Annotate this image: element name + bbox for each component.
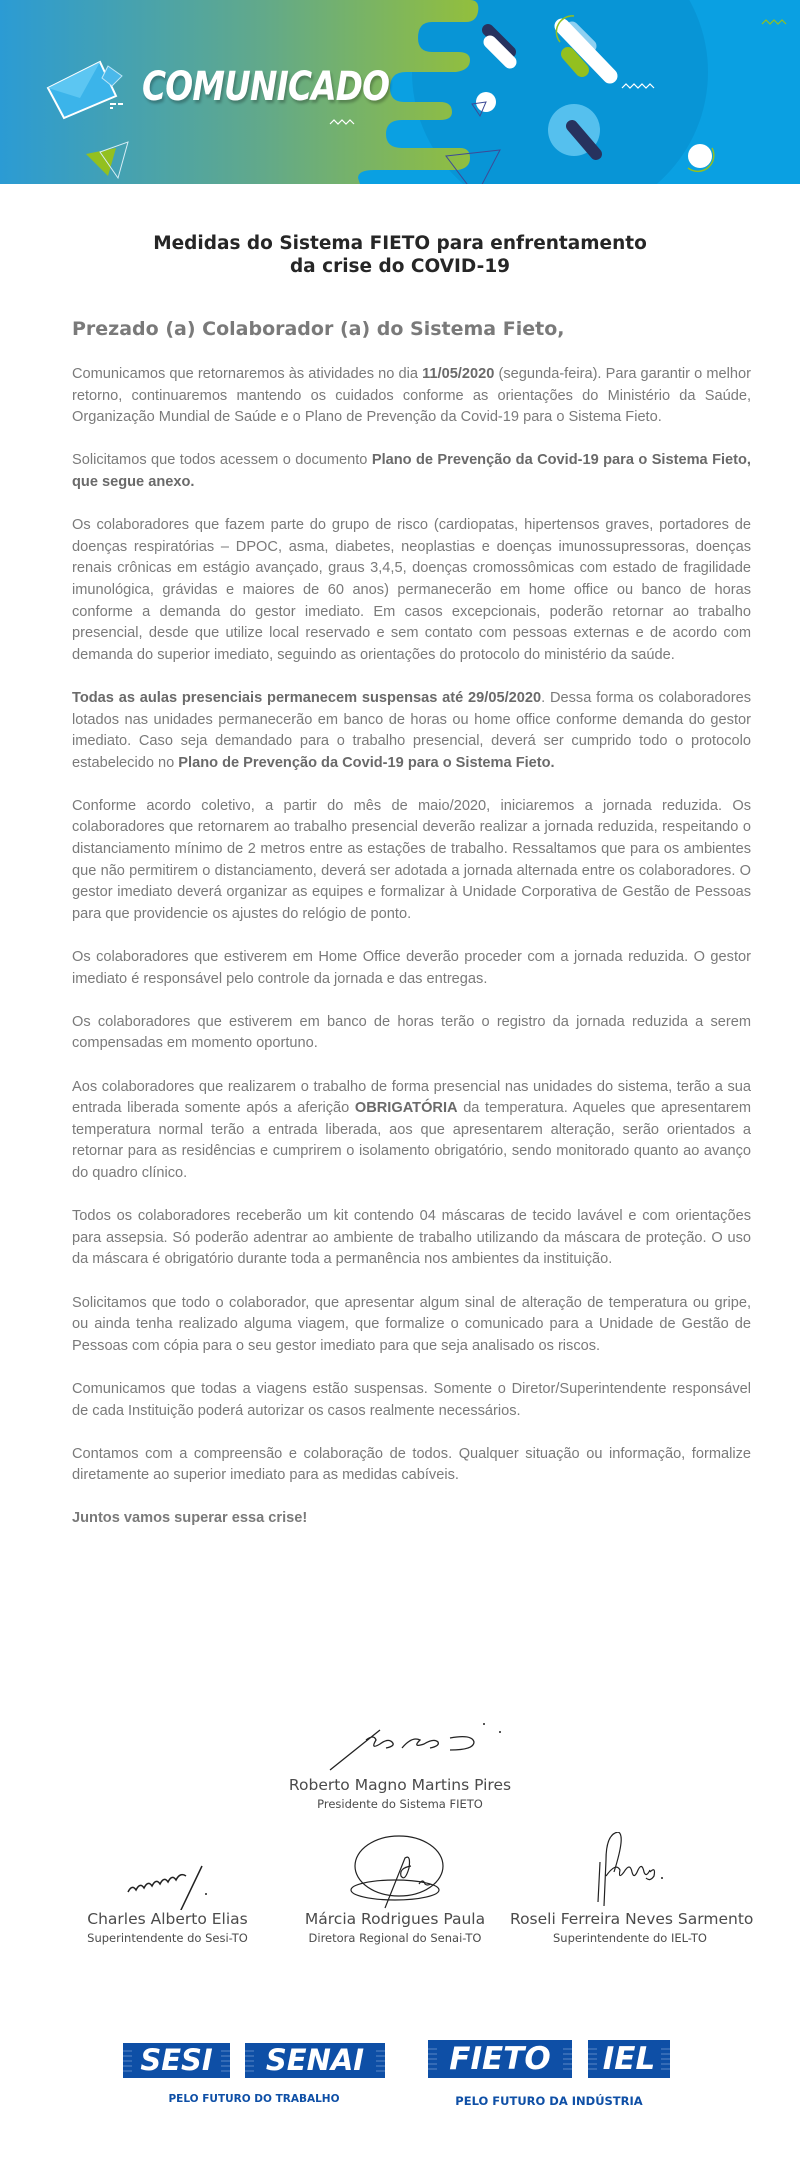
text-run: . Dessa forma os colaboradores lotados nas unidades permanecerão em banco de horas ou home office conforme demanda do gestor imediato. Caso seja demandado para o trabalho presencial, deverá ser cumprido todo o protocolo estabelecido no [72,689,752,771]
text-run: Comunicamos que retornaremos às atividades no dia [72,366,423,382]
fieto-logo-text: FIETO [449,2041,551,2077]
body-paragraph [72,688,751,774]
bold-text-run: Plano de Prevenção da Covid-19 para o Sistema Fieto. [178,754,555,771]
iel-signer-name: Roseli Ferreira Neves Sarmento [510,1910,754,1928]
text-run: Solicitamos que todos acessem o documento [72,452,372,469]
text-run: (segunda-feira). Para garantir o melhor retorno, continuaremos mantendo os cuidados conforme as orientações do Ministério da Saúde, Organização Mundial de Saúde e o Plano de Prevenção da Covid-19 para o Sistema Fieto. [72,366,751,426]
document-title [100,232,700,278]
handwritten-signature-iel [550,1832,710,1910]
signature-block-president [250,1718,550,1811]
text-run: Os colaboradores que estiverem em Home Office deverão proceder com a jornada reduzida. O gestor imediato é responsável pelo controle da jornada e das entregas. [72,949,751,987]
iel-signer-role: Superintendente do IEL-TO [553,1931,707,1945]
greeting-heading: Prezado (a) Colaborador (a) do Sistema Fieto, [72,318,565,340]
text-run: Todos os colaboradores receberão um kit contendo 04 máscaras de tecido lavável e com orientações para assepsia. Só poderão adentrar ao ambiente de trabalho utilizando da máscara de proteção. O uso da máscara é obrigatório durante toda a permanência nos ambientes da instituição. [72,1208,751,1268]
bold-text-run: Todas as aulas presenciais permanecem suspensas até 29/05/2020 [72,689,542,706]
body-paragraph [72,947,751,990]
fieto-logo [428,2040,572,2078]
iel-logo-text: IEL [602,2041,656,2077]
iel-logo [588,2040,670,2078]
signature-block-senai [295,1832,495,1945]
sesi-signer-role: Superintendente do Sesi-TO [87,1931,248,1945]
handwritten-signature-senai [315,1832,475,1910]
document-body [72,364,751,1530]
bold-text-run: 11/05/2020 [422,366,495,382]
body-paragraph [72,1012,751,1055]
banner-title: COMUNICADO [142,64,390,110]
tagline-industria: PELO FUTURO DA INDÚSTRIA [455,2094,643,2108]
body-paragraph [72,364,751,429]
bold-text-run: Plano de Prevenção da Covid-19 para o Sistema Fieto, que segue anexo. [72,452,751,490]
body-paragraph [72,1444,751,1487]
body-paragraph [72,1379,751,1422]
body-paragraph [72,1206,751,1271]
text-run: Comunicamos que todas a viagens estão suspensas. Somente o Diretor/Superintendente responsável de cada Instituição poderá autorizar os casos realmente necessários. [72,1380,751,1419]
tagline-trabalho: PELO FUTURO DO TRABALHO [168,2093,340,2105]
handwritten-signature-sesi [88,1848,248,1910]
signature-block-iel [510,1832,754,1945]
body-paragraph [72,515,751,666]
sesi-logo-text: SESI [140,2043,213,2077]
sesi-logo [123,2043,230,2078]
document-title-line-2: da crise do COVID-19 [289,256,511,277]
text-run: Os colaboradores que fazem parte do grupo de risco (cardiopatas, hipertensos graves, portadores de doenças respiratórias – DPOC, asma, diabetes, neoplastias e doenças imunossupressoras, doenças renais crônicas em estágio avançado, graus 3,4,5, doenças cromossômicas com estado de fragilidade imunológica, grávidas e maiores de 60 anos) permanecerão em home office ou banco de horas conforme a demanda do gestor imediato. Em casos excepcionais, poderão retornar ao trabalho presencial, desde que utilize local reservado e sem contato com pessoas externas e de acordo com demanda do superior imediato, seguindo as orientações do protocolo do ministério da saúde. [72,517,751,663]
text-run: da temperatura. Aqueles que apresentarem temperatura normal terão a entrada liberada, aos que apresentarem alteração, serão orientados a retornar para as residências e cumprirem o isolamento obrigatório, sendo monitorado quanto ao avanço do quadro clínico. [72,1100,752,1181]
body-paragraph [72,1077,751,1185]
text-run: Aos colaboradores que realizarem o trabalho de forma presencial nas unidades do sistema, terão a sua entrada liberada somente após a aferição [72,1078,751,1117]
handwritten-signature-president [270,1718,530,1776]
body-paragraph [72,1293,751,1358]
body-paragraph [72,796,751,926]
text-run: Conforme acordo coletivo, a partir do mês de maio/2020, iniciaremos a jornada reduzida. Os colaboradores que retornarem ao trabalho presencial deverão realizar a jornada reduzida, respeitando o distanciamento mínimo de 2 metros entre as estações de trabalho. Ressaltamos que para os ambientes que não permitirem o distanciamento, deverá ser adotada a jornada alternada entre os colaboradores. O gestor imediato deverá organizar as equipes e formalizar à Unidade Corporativa de Gestão de Pessoas para que providencie os ajustes do relógio de ponto. [72,797,751,922]
senai-logo [245,2043,385,2078]
senai-logo-text: SENAI [265,2043,365,2077]
banner-background [0,0,800,184]
body-paragraph [72,450,751,493]
sesi-signer-name: Charles Alberto Elias [87,1910,248,1928]
closing-line: Juntos vamos superar essa crise! [72,1510,308,1527]
bold-text-run: OBRIGATÓRIA [354,1100,458,1117]
document-title-line-1: Medidas do Sistema FIETO para enfrentamento [153,233,647,254]
signature-block-sesi [70,1848,265,1945]
president-role: Presidente do Sistema FIETO [317,1797,483,1811]
text-run: Contamos com a compreensão e colaboração de todos. Qualquer situação ou informação, formalize diretamente ao superior imediato para as medidas cabíveis. [72,1445,751,1484]
senai-signer-role: Diretora Regional do Senai-TO [308,1931,482,1945]
header-banner [0,0,800,184]
president-name: Roberto Magno Martins Pires [288,1776,512,1794]
senai-signer-name: Márcia Rodrigues Paula [304,1910,486,1928]
text-run: Os colaboradores que estiverem em banco de horas terão o registro da jornada reduzida a serem compensadas em momento oportuno. [72,1013,751,1052]
text-run: Solicitamos que todo o colaborador, que apresentar algum sinal de alteração de temperatura ou gripe, ou ainda tenha realizado alguma viagem, que formalize o comunicado para a Unidade de Gestão de Pessoas com cópia para o seu gestor imediato para que seja analisado os riscos. [72,1294,751,1354]
